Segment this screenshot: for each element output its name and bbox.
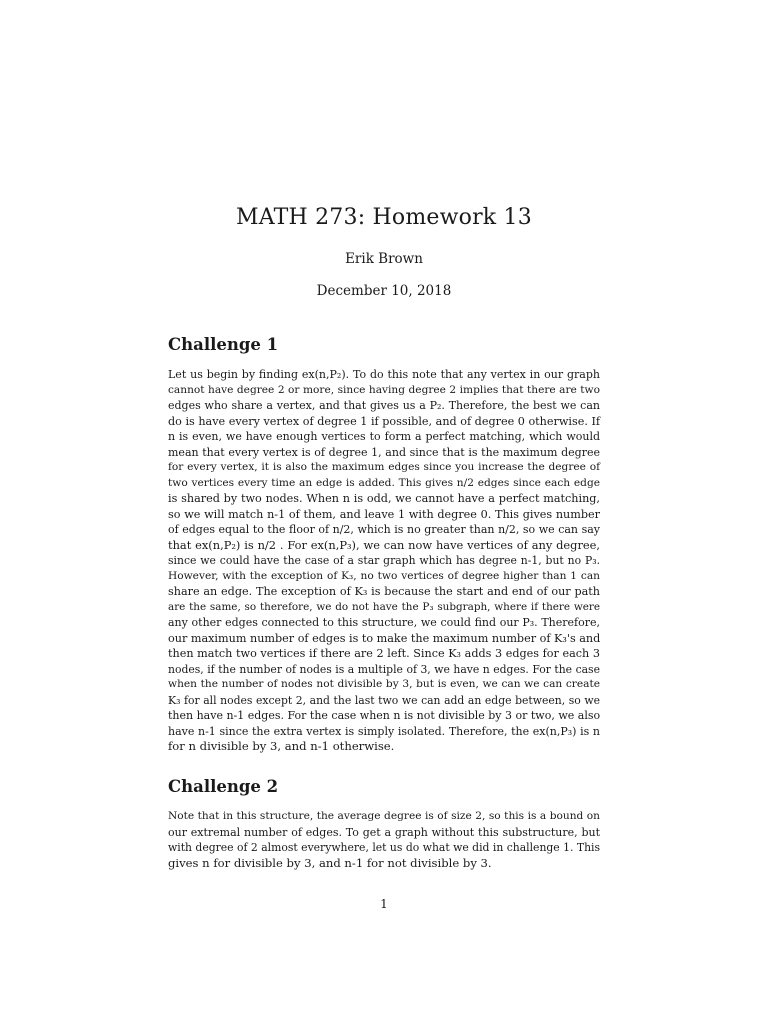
page-number: 1	[380, 897, 388, 911]
paragraph-line: our extremal number of edges. To get a graph without this substructure, but	[168, 825, 600, 839]
document-date: December 10, 2018	[316, 283, 452, 299]
paragraph-line: for n divisible by 3, and n-1 otherwise.	[168, 739, 395, 753]
section-heading-challenge-1: Challenge 1	[168, 335, 279, 354]
paragraph-line: share an edge. The exception of K₃ is because the start and end of our path	[168, 585, 600, 598]
paragraph-line: so we will match n-1 of them, and leave 1 with degree 0. This gives number	[168, 507, 600, 521]
paragraph-line: then have n-1 edges. For the case when n is not divisible by 3 or two, we also	[168, 709, 601, 722]
paragraph-line: gives n for divisible by 3, and n-1 for not divisible by 3.	[168, 855, 492, 870]
section-body-challenge-1	[168, 367, 600, 755]
paragraph-line: for every vertex, it is also the maximum edges since you increase the degree of	[168, 461, 600, 473]
paragraph-line: Let us begin by finding ex(n,P₂). To do this note that any vertex in our graph	[168, 368, 600, 381]
paragraph-line: since we could have the case of a star graph which has degree n-1, but no P₃.	[168, 554, 600, 567]
paragraph-line: However, with the exception of K₃, no two vertices of degree higher than 1 can	[168, 569, 600, 582]
paragraph-line: of edges equal to the floor of n/2, which is no greater than n/2, so we can say	[168, 523, 600, 536]
paragraph-line: our maximum number of edges is to make the maximum number of K₃'s and	[168, 631, 601, 645]
paragraph-line: two vertices every time an edge is added. This gives n/2 edges since each edge	[168, 476, 600, 489]
paragraph-line: nodes, if the number of nodes is a multiple of 3, we have n edges. For the case	[168, 662, 600, 676]
paragraph-line: n is even, we have enough vertices to form a perfect matching, which would	[168, 430, 600, 443]
paragraph-line: do is have every vertex of degree 1 if possible, and of degree 0 otherwise. If	[168, 414, 601, 428]
paragraph-line: K₃ for all nodes except 2, and the last two we can add an edge between, so we	[168, 693, 600, 707]
paragraph-line: edges who share a vertex, and that gives us a P₂. Therefore, the best we can	[168, 399, 600, 412]
paragraph-line: that ex(n,P₂) is n/2 . For ex(n,P₃), we can now have vertices of any degree,	[168, 537, 600, 552]
paragraph-line: when the number of nodes not divisible by 3, but is even, we can we can create	[168, 678, 600, 690]
paragraph-line: are the same, so therefore, we do not have the P₃ subgraph, where if there were	[168, 600, 600, 613]
document-author: Erik Brown	[345, 251, 423, 267]
paragraph-line: have n-1 since the extra vertex is simply isolated. Therefore, the ex(n,P₃) is n	[168, 724, 600, 738]
paragraph-line: is shared by two nodes. When n is odd, we cannot have a perfect matching,	[168, 492, 600, 505]
paragraph-line: with degree of 2 almost everywhere, let us do what we did in challenge 1. This	[168, 841, 601, 854]
paragraph-line: mean that every vertex is of degree 1, and since that is the maximum degree	[168, 445, 600, 459]
section-heading-challenge-2: Challenge 2	[168, 777, 279, 796]
paragraph-line: then match two vertices if there are 2 left. Since K₃ adds 3 edges for each 3	[168, 647, 600, 660]
section-body-challenge-2	[168, 809, 600, 871]
document-title: MATH 273: Homework 13	[236, 205, 532, 230]
paragraph-line: any other edges connected to this structure, we could find our P₃. Therefore,	[168, 616, 600, 629]
paragraph-line: Note that in this structure, the average degree is of size 2, so this is a bound on	[168, 810, 600, 822]
paragraph-line: cannot have degree 2 or more, since having degree 2 implies that there are two	[168, 383, 600, 396]
